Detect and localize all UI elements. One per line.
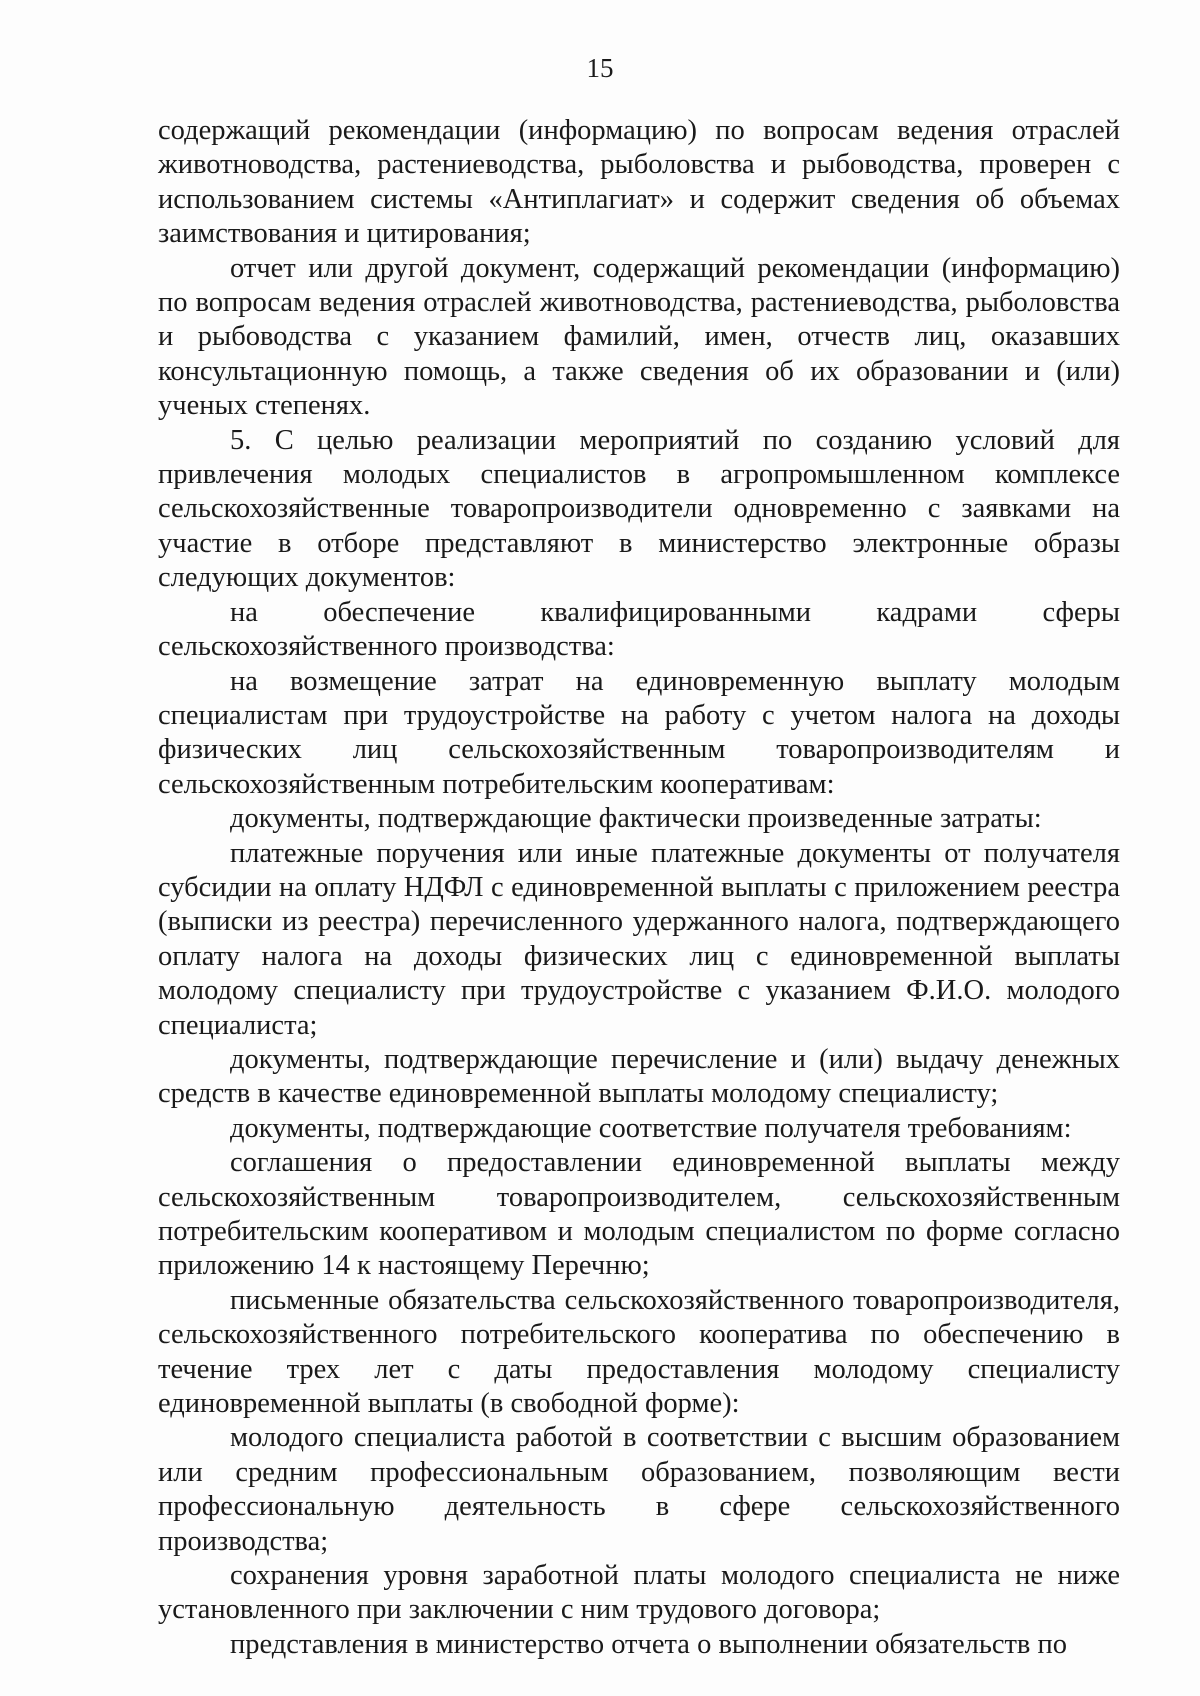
paragraph-13: сохранения уровня заработной платы молодого специалиста не ниже установленного при заключении с ним трудового договора; <box>158 1560 1120 1626</box>
paragraph-6: документы, подтверждающие фактически произведенные затраты: <box>230 803 1042 835</box>
paragraph-10: соглашения о предоставлении единовременной выплаты между сельскохозяйственным товаропроизводителем, сельскохозяйственным потребительским кооперативом и молодым специалистом по форме согласно приложению 14 к настоящему Перечню; <box>158 1147 1120 1282</box>
paragraph-1: содержащий рекомендации (информацию) по вопросам ведения отраслей животноводства, растениеводства, рыболовства и рыбоводства, проверен с использованием системы «Антиплагиат» и содержит сведения об объемах заимствования и цитирования; <box>158 115 1120 250</box>
page-number: 15 <box>586 53 614 83</box>
document-body <box>158 114 1120 1662</box>
paragraph-2: отчет или другой документ, содержащий рекомендации (информацию) по вопросам ведения отраслей животноводства, растениеводства, рыболовства и рыбоводства с указанием фамилий, имен, отчеств лиц, оказавших консультационную помощь, а также сведения об их образовании и (или) ученых степенях. <box>158 252 1120 422</box>
paragraph-8: документы, подтверждающие перечисление и (или) выдачу денежных средств в качестве единовременной выплаты молодому специалисту; <box>158 1043 1120 1110</box>
paragraph-5: на возмещение затрат на единовременную выплату молодым специалистам при трудоустройстве на работу с учетом налога на доходы физических лиц сельскохозяйственным товаропроизводителям и сельскохозяйственным потребительским кооперативам: <box>158 665 1120 800</box>
paragraph-4: на обеспечение квалифицированными кадрами сферы сельскохозяйственного производства: <box>158 596 1120 663</box>
paragraph-3: 5. С целью реализации мероприятий по созданию условий для привлечения молодых специалистов в агропромышленном комплексе сельскохозяйственные товаропроизводители одновременно с заявками на участие в отборе представляют в министерство электронные образы следующих документов: <box>158 424 1120 594</box>
paragraph-7: платежные поручения или иные платежные документы от получателя субсидии на оплату НДФЛ с единовременной выплаты с приложением реестра (выписки из реестра) перечисленного удержанного налога, подтверждающего оплату налога на доходы физических лиц с единовременной выплаты молодому специалисту при трудоустройстве с указанием Ф.И.О. молодого специалиста; <box>158 837 1120 1041</box>
paragraph-9: документы, подтверждающие соответствие получателя требованиям: <box>230 1112 1072 1144</box>
paragraph-11: письменные обязательства сельскохозяйственного товаропроизводителя, сельскохозяйственного потребительского кооператива по обеспечению в течение трех лет с даты предоставления молодому специалисту единовременной выплаты (в свободной форме): <box>158 1284 1120 1420</box>
paragraph-14: представления в министерство отчета о выполнении обязательств по <box>230 1628 1068 1660</box>
paragraph-12: молодого специалиста работой в соответствии с высшим образованием или средним профессиональным образованием, позволяющим вести профессиональную деятельность в сфере сельскохозяйственного производства; <box>158 1422 1120 1557</box>
